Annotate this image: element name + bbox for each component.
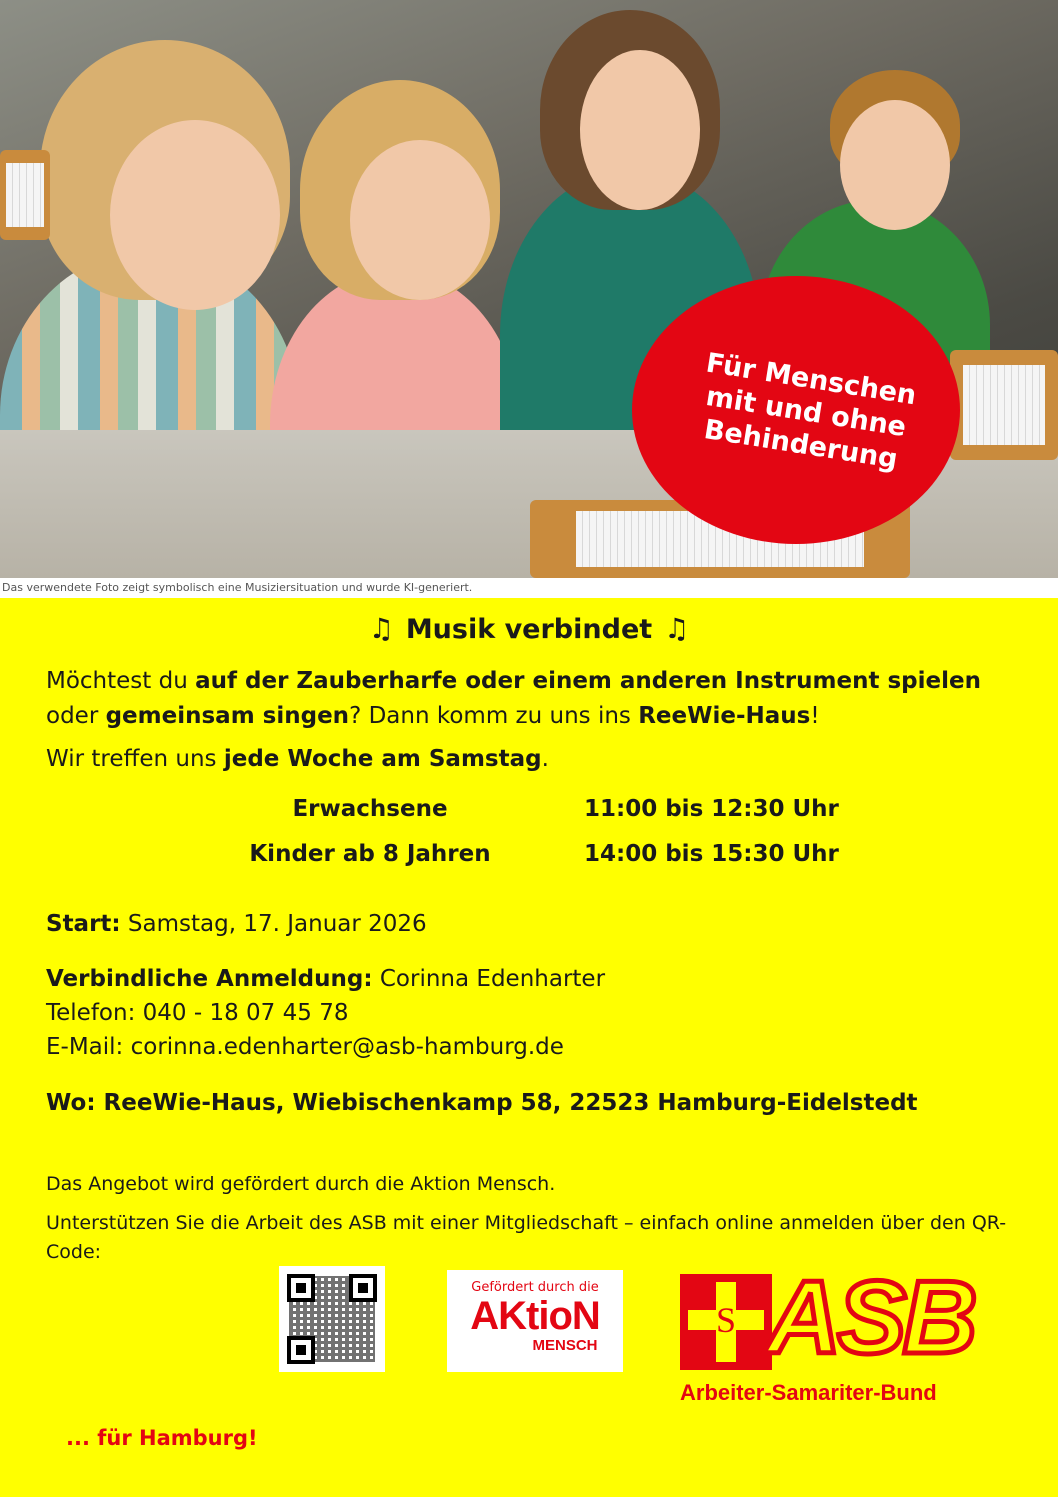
start-date: Start: Samstag, 17. Januar 2026 (46, 911, 427, 937)
meeting-paragraph: Wir treffen uns jede Woche am Samstag. (46, 746, 549, 772)
asb-logo: S ASB Arbeiter-Samariter-Bund (680, 1260, 974, 1405)
phone-number: Telefon: 040 - 18 07 45 78 (46, 1000, 349, 1026)
zither-harp-right (950, 350, 1058, 460)
photo-caption: Das verwendete Foto zeigt symbolisch eine Musiziersituation und wurde KI-generiert. (0, 578, 1058, 598)
qr-code-icon[interactable] (279, 1266, 385, 1372)
samaritan-cross-icon: S (680, 1274, 772, 1370)
music-note-icon: ♫ (368, 612, 394, 645)
location: Wo: ReeWie-Haus, Wiebischenkamp 58, 22523 Hamburg-Eidelstedt (46, 1090, 918, 1116)
aktion-mensch-logo: Gefördert durch die AKtioN MENSCH (447, 1270, 623, 1372)
registration-block: Verbindliche Anmeldung: Corinna Edenharter Telefon: 040 - 18 07 45 78 E-Mail: corinna.edenharter@asb-hamburg.de (46, 962, 1026, 1064)
email-link[interactable]: E-Mail: corinna.edenharter@asb-hamburg.de (46, 1034, 564, 1060)
schedule-table (0, 796, 1058, 886)
page-title: ♫ Musik verbindet ♫ (368, 612, 690, 645)
target-group-badge: Für Menschen mit und ohne Behinderung (632, 276, 960, 544)
intro-text (46, 664, 1026, 785)
funding-note: Das Angebot wird gefördert durch die Aktion Mensch. (46, 1173, 556, 1195)
schedule-row: Erwachsene 11:00 bis 12:30 Uhr (292, 796, 839, 822)
membership-note: Unterstützen Sie die Arbeit des ASB mit einer Mitgliedschaft – einfach online anmelden über den QR-Code: (46, 1212, 1007, 1263)
footer-slogan: ... für Hamburg! (66, 1426, 258, 1450)
music-note-icon: ♫ (664, 612, 690, 645)
zither-harp-left (0, 150, 50, 240)
schedule-row: Kinder ab 8 Jahren 14:00 bis 15:30 Uhr (249, 841, 839, 867)
intro-paragraph: Möchtest du auf der Zauberharfe oder einem anderen Instrument spielen oder gemeinsam singen? Dann komm zu uns ins ReeWie-Haus! (46, 668, 981, 729)
